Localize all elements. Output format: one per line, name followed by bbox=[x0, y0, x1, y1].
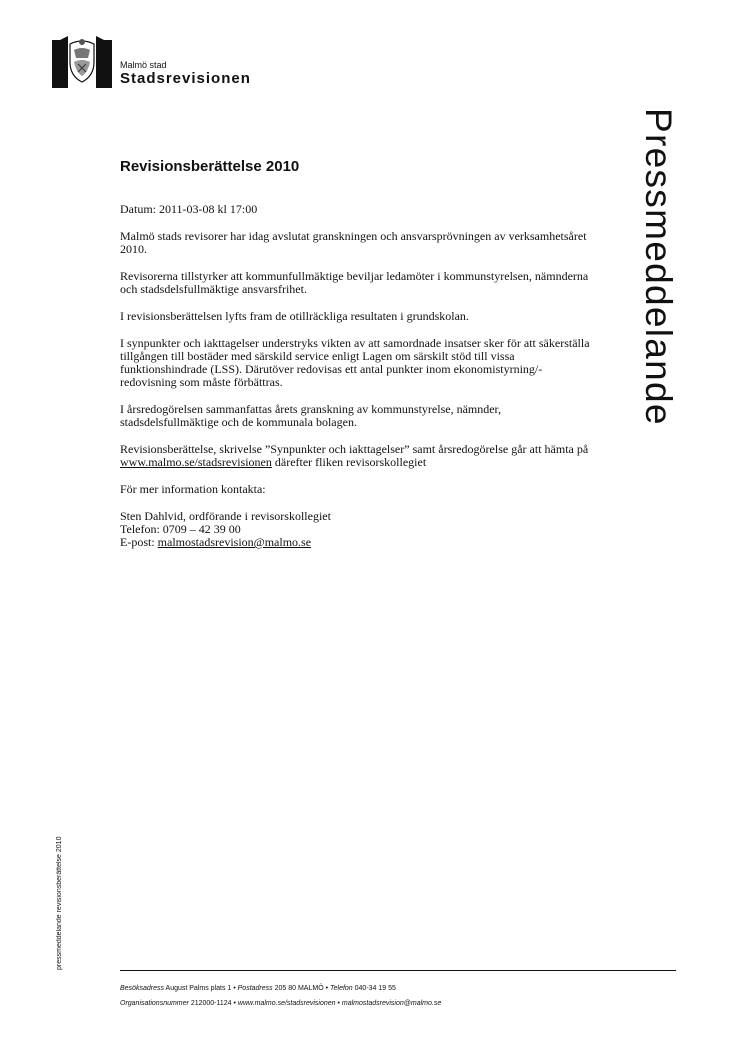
footer-divider bbox=[120, 970, 676, 971]
document-date: Datum: 2011-03-08 kl 17:00 bbox=[120, 202, 258, 216]
contact-email-line bbox=[120, 536, 595, 549]
document-title: Revisionsberättelse 2010 bbox=[120, 158, 300, 175]
side-footer-label: pressmeddelande revisionsberättelse 2010 bbox=[56, 836, 63, 970]
stadsrevisionen-link[interactable]: www.malmo.se/stadsrevisionen bbox=[120, 455, 272, 469]
footer-web-link[interactable]: www.malmo.se/stadsrevisionen bbox=[237, 1000, 336, 1007]
paragraph-6-text-before: Revisionsberättelse, skrivelse ”Synpunkter och iakttagelser” samt årsredogörelse går att hämta på bbox=[120, 442, 589, 456]
footer-email-link[interactable]: malmostadsrevision@malmo.se bbox=[341, 1000, 442, 1007]
footer-bullet: • bbox=[231, 1000, 238, 1007]
post-address-value: 205 80 MALMÖ bbox=[272, 985, 324, 992]
contact-intro: För mer information kontakta: bbox=[120, 482, 266, 496]
visit-address-value: August Palms plats 1 bbox=[163, 985, 232, 992]
contact-email-label: E-post: bbox=[120, 535, 158, 549]
paragraph-3: I revisionsberättelsen lyfts fram de otillräckliga resultaten i grundskolan. bbox=[120, 309, 469, 323]
contact-phone: Telefon: 0709 – 42 39 00 bbox=[120, 522, 241, 536]
org-number-value: 212000-1124 bbox=[188, 1000, 232, 1007]
paragraph-2: Revisorerna tillstyrker att kommunfullmäktige beviljar ledamöter i kommunstyrelsen, nämnderna och stadsdelsfullmäktige ansvarsfrihet. bbox=[120, 269, 589, 296]
document-body bbox=[120, 158, 595, 563]
contact-email-link[interactable]: malmostadsrevision@malmo.se bbox=[157, 535, 312, 549]
contact-name: Sten Dahlvid, ordförande i revisorskollegiet bbox=[120, 509, 331, 523]
phone-value: 040-34 19 55 bbox=[352, 985, 396, 992]
side-title-pressmeddelande: Pressmeddelande bbox=[638, 108, 679, 426]
footer-address-line bbox=[120, 985, 396, 992]
paragraph-4: I synpunkter och iakttagelser understryks vikten av att samordnade insatser sker för att säkerställa tillgången till bostäder med särskild service enligt Lagen om särskilt stöd till vissa funktionshindrade (LSS). Därutöver redovisas ett antal punkter inom ekonomistyrning/-redovisning som måste förbättras. bbox=[120, 336, 590, 389]
footer-bullet: • bbox=[335, 1000, 342, 1007]
visit-address-label: Besöksadress bbox=[120, 985, 164, 992]
organization-name: Stadsrevisionen bbox=[120, 70, 251, 87]
organization-name-small: Malmö stad bbox=[120, 60, 167, 70]
malmo-coat-of-arms-icon bbox=[52, 36, 112, 88]
footer-bullet: • bbox=[231, 985, 238, 992]
footer-org-line bbox=[120, 1000, 441, 1007]
paragraph-6-text-after: därefter fliken revisorskollegiet bbox=[271, 455, 427, 469]
org-number-label: Organisationsnummer bbox=[120, 1000, 189, 1007]
paragraph-1: Malmö stads revisorer har idag avslutat granskningen och ansvarsprövningen av verksamhetsåret 2010. bbox=[120, 229, 587, 256]
paragraph-5: I årsredogörelsen sammanfattas årets granskning av kommunstyrelse, nämnder, stadsdelsfullmäktige och de kommunala bolagen. bbox=[120, 402, 502, 429]
post-address-label: Postadress bbox=[237, 985, 273, 992]
contact-block bbox=[120, 510, 595, 549]
footer-bullet: • bbox=[323, 985, 330, 992]
phone-label: Telefon bbox=[329, 985, 353, 992]
paragraph-6 bbox=[120, 443, 595, 469]
